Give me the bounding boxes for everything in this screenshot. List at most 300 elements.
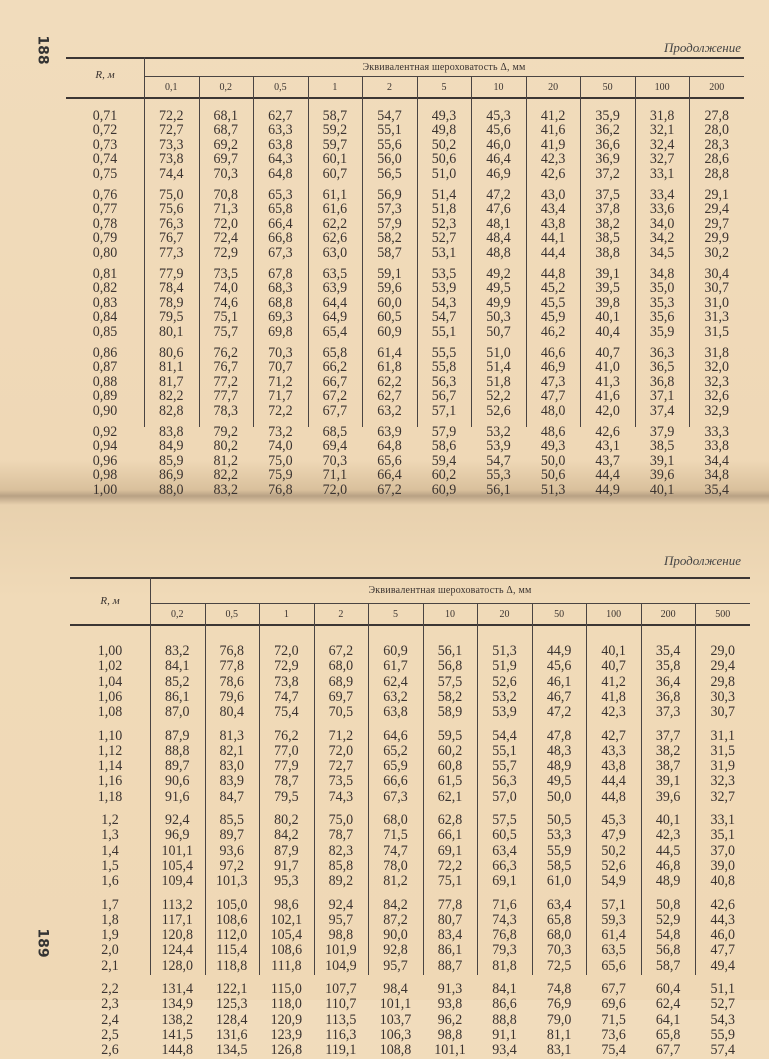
coefficient-cell: 85,5 — [219, 812, 245, 829]
column-header: 200 — [660, 609, 676, 620]
coefficient-cell: 56,5 — [377, 166, 402, 182]
column-header: 20 — [548, 82, 559, 93]
coefficient-cell: 67,3 — [383, 789, 408, 806]
coefficient-cell: 68,0 — [546, 927, 572, 944]
coefficient-cell: 70,8 — [213, 187, 239, 204]
coefficient-cell: 48,6 — [540, 424, 566, 441]
radius-cell: 2,6 — [101, 1042, 119, 1059]
coefficient-cell: 62,2 — [322, 216, 348, 233]
coefficient-cell: 80,7 — [437, 912, 463, 929]
coefficient-cell: 87,9 — [274, 843, 299, 859]
coefficient-cell: 115,0 — [270, 981, 302, 998]
coefficient-cell: 72,0 — [213, 216, 239, 233]
coefficient-cell: 48,3 — [546, 743, 572, 760]
coefficient-cell: 35,0 — [649, 280, 675, 297]
coefficient-cell: 134,9 — [161, 996, 194, 1013]
coefficient-cell: 61,5 — [437, 773, 463, 790]
coefficient-cell: 120,9 — [270, 1012, 303, 1028]
coefficient-cell: 47,2 — [486, 187, 511, 204]
coefficient-cell: 66,7 — [322, 374, 348, 391]
coefficient-cell: 42,6 — [540, 166, 566, 182]
coefficient-cell: 42,6 — [595, 424, 620, 441]
table-row — [70, 691, 750, 706]
coefficient-cell: 53,3 — [546, 827, 572, 844]
coefficient-cell: 80,1 — [159, 324, 184, 340]
coefficient-cell: 84,1 — [165, 658, 190, 675]
coefficient-cell: 65,9 — [383, 758, 408, 775]
coefficient-cell: 77,0 — [274, 743, 299, 760]
page-number-top: 188 — [34, 35, 51, 65]
coefficient-cell: 104,9 — [325, 958, 357, 975]
column-header: 0,5 — [274, 82, 287, 93]
coefficient-cell: 49,9 — [486, 295, 511, 312]
coefficient-cell: 54,7 — [377, 108, 402, 125]
coefficient-cell: 69,4 — [322, 438, 348, 455]
coefficient-cell: 73,5 — [328, 773, 354, 790]
coefficient-cell: 89,7 — [165, 758, 190, 775]
coefficient-cell: 65,6 — [377, 453, 402, 470]
coefficient-cell: 31,5 — [710, 743, 735, 760]
coefficient-cell: 37,1 — [649, 388, 675, 405]
coefficient-cell: 36,3 — [649, 345, 675, 362]
coefficient-cell: 67,7 — [601, 981, 626, 998]
continuation-label-bottom: Продолжение — [663, 553, 741, 568]
coefficient-cell: 67,2 — [328, 643, 354, 660]
coefficient-cell: 108,8 — [379, 1042, 412, 1059]
coefficient-cell: 33,1 — [710, 812, 735, 829]
column-header: 200 — [709, 82, 725, 93]
coefficient-cell: 67,8 — [268, 266, 293, 283]
radius-cell: 0,80 — [92, 245, 118, 261]
coefficient-cell: 61,0 — [546, 873, 572, 890]
coefficient-cell: 28,0 — [704, 122, 729, 139]
coefficient-cell: 41,8 — [601, 689, 626, 706]
coefficient-cell: 48,1 — [486, 216, 511, 233]
coefficient-cell: 105,0 — [216, 897, 248, 913]
coefficient-cell: 69,1 — [492, 873, 517, 890]
coefficient-cell: 98,8 — [328, 927, 354, 944]
coefficient-cell: 56,1 — [437, 643, 463, 660]
column-header: 5 — [392, 609, 398, 620]
coefficient-cell: 61,7 — [383, 658, 408, 675]
coefficient-cell: 79,3 — [492, 942, 517, 959]
radius-cell: 1,7 — [101, 897, 119, 913]
table-row — [66, 203, 744, 218]
coefficient-cell: 38,5 — [595, 230, 620, 247]
radius-cell: 1,08 — [97, 704, 123, 721]
coefficient-cell: 36,5 — [649, 359, 675, 376]
r-column-header: R, м — [95, 69, 115, 81]
coefficient-cell: 51,8 — [486, 374, 511, 391]
coefficient-cell: 52,7 — [431, 230, 457, 247]
coefficient-cell: 79,5 — [159, 309, 184, 326]
coefficient-cell: 39,6 — [655, 789, 681, 806]
coefficient-cell: 46,9 — [486, 166, 511, 182]
coefficient-cell: 64,9 — [322, 309, 348, 326]
coefficient-cell: 59,2 — [322, 122, 348, 139]
coefficient-cell: 71,2 — [268, 374, 293, 391]
table-row — [66, 246, 744, 261]
coefficient-cell: 36,4 — [655, 674, 681, 690]
table-row — [70, 1044, 750, 1059]
coefficient-cell: 87,2 — [383, 912, 408, 929]
coefficient-cell: 69,6 — [601, 996, 626, 1013]
coefficient-cell: 79,2 — [213, 424, 239, 441]
coefficient-cell: 80,2 — [213, 438, 239, 455]
coefficient-cell: 44,1 — [540, 230, 566, 247]
column-header: 0,2 — [171, 609, 184, 620]
coefficient-cell: 40,1 — [655, 812, 681, 829]
coefficient-cell: 57,9 — [377, 216, 402, 233]
coefficient-cell: 40,1 — [601, 643, 626, 660]
table-row — [66, 124, 744, 139]
column-header: 1 — [332, 82, 338, 93]
coefficient-cell: 46,0 — [710, 927, 735, 944]
coefficient-cell: 113,2 — [161, 897, 193, 913]
coefficient-cell: 35,8 — [655, 658, 681, 675]
coefficient-cell: 68,5 — [322, 424, 348, 441]
coefficient-cell: 74,0 — [268, 438, 293, 455]
coefficient-cell: 128,4 — [216, 1012, 248, 1028]
coefficient-cell: 68,7 — [213, 122, 239, 139]
coefficient-cell: 112,0 — [216, 927, 248, 944]
coefficient-cell: 75,9 — [268, 467, 293, 484]
coefficient-cell: 41,6 — [595, 388, 620, 405]
coefficient-cell: 60,1 — [322, 151, 348, 168]
coefficient-cell: 83,0 — [219, 758, 245, 775]
coefficient-cell: 48,0 — [540, 403, 566, 419]
coefficient-cell: 97,2 — [219, 858, 245, 875]
coefficient-cell: 63,4 — [546, 897, 572, 913]
table-row — [66, 483, 744, 498]
coefficient-cell: 37,4 — [649, 403, 675, 419]
coefficient-cell: 54,8 — [655, 927, 681, 944]
coefficient-cell: 32,7 — [710, 789, 735, 806]
coefficient-cell: 62,6 — [322, 230, 348, 247]
column-header: 100 — [654, 82, 670, 93]
header-divider — [150, 603, 750, 604]
coefficient-cell: 76,8 — [492, 927, 517, 944]
coefficient-cell: 80,6 — [159, 345, 184, 362]
coefficient-cell: 79,0 — [546, 1012, 572, 1028]
coefficient-cell: 72,0 — [322, 482, 348, 498]
coefficient-cell: 65,8 — [268, 201, 293, 218]
coefficient-cell: 69,7 — [213, 151, 239, 168]
radius-cell: 2,5 — [101, 1027, 119, 1044]
column-header: 10 — [444, 609, 455, 620]
coefficient-cell: 54,4 — [492, 728, 517, 744]
coefficient-cell: 32,9 — [704, 403, 729, 419]
coefficient-cell: 45,6 — [546, 658, 572, 675]
roughness-group-header: Эквивалентная шероховатость Δ, мм — [368, 585, 532, 596]
table-row — [70, 929, 750, 944]
coefficient-cell: 81,2 — [383, 873, 408, 890]
coefficient-cell: 32,3 — [710, 773, 735, 790]
coefficient-cell: 40,1 — [595, 309, 620, 326]
coefficient-cell: 38,8 — [595, 245, 620, 261]
radius-cell: 1,2 — [101, 812, 119, 829]
coefficient-cell: 68,0 — [328, 658, 354, 675]
coefficient-cell: 68,0 — [383, 812, 408, 829]
coefficient-cell: 76,7 — [159, 230, 184, 247]
coefficient-cell: 28,8 — [704, 166, 729, 182]
coefficient-cell: 58,7 — [377, 245, 402, 261]
coefficient-cell: 87,0 — [165, 704, 190, 721]
coefficient-cell: 71,5 — [383, 827, 408, 844]
coefficient-cell: 61,4 — [377, 345, 402, 362]
table-row — [70, 729, 750, 744]
coefficient-cell: 83,9 — [219, 773, 245, 790]
coefficient-cell: 58,9 — [437, 704, 463, 721]
column-header: 0,2 — [219, 82, 233, 93]
coefficient-cell: 37,8 — [595, 201, 620, 218]
coefficient-cell: 64,8 — [268, 166, 293, 182]
coefficient-cell: 69,7 — [328, 689, 354, 706]
coefficient-cell: 98,6 — [274, 897, 299, 913]
coefficient-cell: 46,6 — [540, 345, 566, 362]
coefficient-cell: 69,2 — [213, 137, 239, 154]
coefficient-cell: 101,1 — [379, 996, 412, 1013]
coefficient-cell: 95,3 — [274, 873, 299, 890]
coefficient-cell: 57,1 — [431, 403, 457, 419]
coefficient-cell: 57,4 — [710, 1042, 735, 1059]
coefficient-cell: 63,8 — [268, 137, 293, 154]
coefficient-cell: 72,0 — [328, 743, 354, 760]
coefficient-cell: 50,0 — [546, 789, 572, 806]
coefficient-cell: 60,9 — [377, 324, 402, 340]
coefficient-cell: 54,7 — [486, 453, 511, 470]
coefficient-cell: 119,1 — [325, 1042, 357, 1059]
coefficient-cell: 86,1 — [165, 689, 190, 706]
radius-cell: 1,6 — [101, 873, 119, 890]
coefficient-cell: 81,7 — [159, 374, 184, 391]
table-row — [70, 944, 750, 959]
column-header: 0,5 — [225, 609, 239, 620]
coefficient-cell: 88,7 — [437, 958, 463, 975]
radius-cell: 1,5 — [101, 858, 119, 875]
coefficient-cell: 40,1 — [649, 482, 675, 498]
coefficient-cell: 53,2 — [486, 424, 511, 441]
coefficient-cell: 47,2 — [546, 704, 572, 721]
coefficient-cell: 38,7 — [655, 758, 681, 775]
coefficient-cell: 52,2 — [486, 388, 511, 405]
coefficient-cell: 49,4 — [710, 958, 735, 975]
coefficient-cell: 134,5 — [216, 1042, 248, 1059]
coefficient-cell: 42,3 — [655, 827, 681, 844]
coefficient-cell: 52,9 — [655, 912, 681, 929]
radius-cell: 0,84 — [92, 309, 118, 326]
radius-cell: 1,00 — [97, 643, 123, 660]
coefficient-cell: 63,5 — [322, 266, 348, 283]
coefficient-cell: 44,4 — [601, 773, 626, 790]
table-row — [66, 282, 744, 297]
coefficient-cell: 32,3 — [704, 374, 729, 391]
coefficient-cell: 124,4 — [161, 942, 194, 959]
coefficient-cell: 63,2 — [383, 689, 408, 706]
page-number-bottom: 189 — [34, 928, 51, 958]
coefficient-cell: 35,4 — [655, 643, 681, 660]
coefficient-cell: 95,7 — [328, 912, 354, 929]
coefficient-cell: 47,6 — [486, 201, 511, 218]
coefficient-cell: 88,8 — [492, 1012, 517, 1028]
coefficient-cell: 37,3 — [655, 704, 681, 721]
coefficient-cell: 78,7 — [274, 773, 299, 790]
coefficient-cell: 55,8 — [431, 359, 457, 376]
radius-cell: 0,81 — [92, 266, 118, 283]
coefficient-cell: 82,2 — [213, 467, 239, 484]
radius-cell: 0,94 — [92, 438, 118, 455]
coefficient-cell: 62,1 — [437, 789, 463, 806]
coefficient-cell: 55,6 — [377, 137, 402, 154]
coefficient-cell: 67,2 — [322, 388, 348, 405]
table-row — [66, 404, 744, 419]
coefficient-cell: 73,8 — [274, 674, 299, 690]
coefficient-cell: 72,7 — [159, 122, 184, 139]
radius-cell: 0,73 — [92, 137, 118, 154]
coefficient-cell: 31,0 — [704, 295, 729, 312]
coefficient-cell: 31,8 — [704, 345, 729, 362]
coefficient-cell: 53,1 — [431, 245, 457, 261]
column-header: 10 — [493, 82, 504, 93]
radius-cell: 0,75 — [92, 166, 118, 182]
coefficient-cell: 30,2 — [704, 245, 729, 261]
coefficient-cell: 56,8 — [655, 942, 681, 959]
coefficient-cell: 36,6 — [595, 137, 620, 154]
coefficient-cell: 29,7 — [704, 216, 729, 233]
coefficient-cell: 37,0 — [710, 843, 735, 859]
coefficient-cell: 93,8 — [437, 996, 463, 1013]
radius-cell: 0,90 — [92, 403, 118, 419]
coefficient-cell: 60,7 — [322, 166, 348, 182]
coefficient-cell: 60,8 — [437, 758, 463, 775]
table-row — [70, 706, 750, 721]
coefficient-cell: 50,2 — [431, 137, 457, 154]
coefficient-cell: 83,4 — [437, 927, 463, 944]
coefficient-cell: 53,9 — [486, 438, 511, 455]
coefficient-cell: 76,7 — [213, 359, 239, 376]
coefficient-cell: 47,7 — [540, 388, 566, 405]
coefficient-cell: 64,8 — [377, 438, 402, 455]
coefficient-cell: 47,3 — [540, 374, 566, 391]
coefficient-cell: 88,8 — [165, 743, 190, 760]
coefficient-cell: 59,7 — [322, 137, 348, 154]
coefficient-cell: 61,1 — [322, 187, 348, 204]
coefficient-cell: 46,1 — [546, 674, 572, 690]
coefficient-cell: 63,4 — [492, 843, 517, 859]
coefficient-cell: 56,1 — [486, 482, 511, 498]
coefficient-cell: 116,3 — [325, 1027, 357, 1044]
coefficient-cell: 61,8 — [377, 359, 402, 376]
coefficient-cell: 78,9 — [159, 295, 184, 312]
coefficient-cell: 52,6 — [486, 403, 511, 419]
radius-cell: 0,92 — [92, 424, 118, 441]
coefficient-cell: 74,0 — [213, 280, 239, 297]
coefficient-cell: 52,7 — [710, 996, 735, 1013]
coefficient-cell: 51,1 — [710, 981, 735, 998]
coefficient-cell: 45,3 — [601, 812, 626, 829]
coefficient-cell: 55,7 — [492, 758, 517, 775]
coefficient-cell: 44,4 — [540, 245, 566, 261]
coefficient-cell: 93,6 — [219, 843, 245, 859]
coefficient-cell: 85,2 — [165, 674, 190, 690]
coefficient-cell: 30,4 — [704, 266, 729, 283]
coefficient-cell: 70,5 — [328, 704, 354, 721]
coefficient-cell: 70,3 — [268, 345, 293, 362]
coefficient-cell: 61,6 — [322, 201, 348, 218]
coefficient-cell: 78,3 — [213, 403, 239, 419]
coefficient-cell: 78,4 — [159, 280, 184, 297]
coefficient-cell: 56,8 — [437, 658, 463, 675]
coefficient-cell: 56,3 — [431, 374, 457, 391]
radius-cell: 1,18 — [97, 789, 123, 806]
coefficient-cell: 44,9 — [546, 643, 572, 660]
coefficient-cell: 138,2 — [161, 1012, 194, 1028]
coefficient-cell: 63,9 — [377, 424, 402, 441]
coefficient-cell: 44,4 — [595, 467, 620, 484]
coefficient-cell: 33,1 — [649, 166, 675, 182]
coefficient-cell: 69,8 — [268, 324, 293, 340]
coefficient-cell: 54,3 — [710, 1012, 735, 1028]
coefficient-cell: 50,3 — [486, 309, 511, 326]
coefficient-cell: 45,6 — [486, 122, 511, 139]
coefficient-cell: 36,2 — [595, 122, 620, 139]
table-row — [66, 325, 744, 340]
coefficient-cell: 105,4 — [270, 927, 303, 944]
coefficient-cell: 34,4 — [704, 453, 729, 470]
coefficient-cell: 47,9 — [601, 827, 626, 844]
coefficient-cell: 33,8 — [704, 438, 729, 455]
coefficient-cell: 53,5 — [431, 266, 457, 283]
coefficient-cell: 60,5 — [377, 309, 402, 326]
coefficient-cell: 66,6 — [383, 773, 408, 790]
coefficient-cell: 32,6 — [704, 388, 729, 405]
coefficient-cell: 81,1 — [159, 359, 184, 376]
radius-cell: 2,3 — [101, 996, 119, 1013]
coefficient-cell: 54,3 — [431, 295, 457, 312]
table-row — [70, 1013, 750, 1028]
coefficient-cell: 65,8 — [322, 345, 348, 362]
coefficient-cell: 75,6 — [159, 201, 184, 218]
coefficient-cell: 32,0 — [704, 359, 729, 376]
coefficient-cell: 84,7 — [219, 789, 245, 806]
column-header: 500 — [715, 609, 731, 620]
coefficient-cell: 39,8 — [595, 295, 620, 312]
coefficient-cell: 50,5 — [546, 812, 572, 829]
coefficient-cell: 82,2 — [159, 388, 184, 405]
radius-cell: 0,89 — [92, 388, 118, 405]
coefficient-cell: 77,7 — [213, 388, 239, 405]
coefficient-cell: 64,4 — [322, 295, 348, 312]
coefficient-cell: 55,1 — [377, 122, 402, 139]
coefficient-cell: 49,5 — [486, 280, 511, 297]
coefficient-cell: 31,8 — [649, 108, 675, 125]
coefficient-cell: 70,3 — [322, 453, 348, 470]
coefficient-cell: 117,1 — [161, 912, 193, 929]
coefficient-cell: 50,6 — [431, 151, 457, 168]
coefficient-cell: 50,0 — [540, 453, 566, 470]
coefficient-cell: 76,2 — [213, 345, 239, 362]
coefficient-cell: 90,0 — [383, 927, 408, 944]
coefficient-cell: 33,4 — [649, 187, 675, 204]
coefficient-cell: 59,5 — [437, 728, 463, 744]
coefficient-cell: 123,9 — [270, 1027, 303, 1044]
radius-cell: 1,4 — [101, 843, 119, 859]
coefficient-cell: 76,3 — [159, 216, 184, 233]
table-row — [66, 311, 744, 326]
coefficient-cell: 34,2 — [649, 230, 675, 247]
coefficient-cell: 55,1 — [492, 743, 517, 760]
coefficient-cell: 74,3 — [492, 912, 517, 929]
